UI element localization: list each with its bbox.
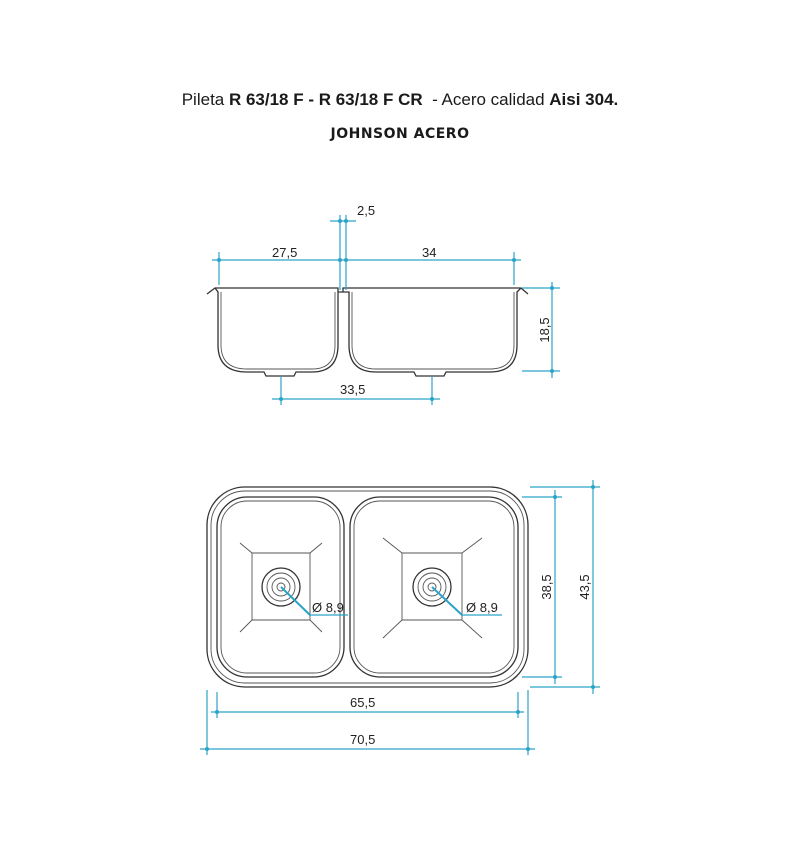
dim-right-bowl-width xyxy=(344,245,521,285)
dim-depth xyxy=(522,282,560,378)
left-bowl xyxy=(217,497,344,677)
dim-drain-spacing xyxy=(272,376,440,405)
dim-inner-depth-label: 38,5 xyxy=(539,574,554,600)
brand-label: JOHNSON ACERO xyxy=(330,126,470,142)
dim-wall-label: 2,5 xyxy=(357,203,376,218)
dim-right-drain-label: Ø 8,9 xyxy=(466,600,498,615)
section-inner-line xyxy=(221,292,514,369)
title-models: R 63/18 F - R 63/18 F CR xyxy=(228,90,423,109)
sink-outer-rim xyxy=(207,487,528,687)
dim-outer-depth-label: 43,5 xyxy=(577,574,592,600)
dim-right-drain xyxy=(432,587,502,615)
plan-view xyxy=(200,480,600,755)
title-grade: Aisi 304. xyxy=(549,90,619,109)
title-prefix: Pileta xyxy=(181,90,229,109)
title-middle: - Acero calidad xyxy=(422,90,550,109)
dim-inner-width xyxy=(211,692,524,718)
dim-left-drain xyxy=(281,587,348,615)
dim-wall-thickness xyxy=(330,203,375,290)
dim-drain-spacing-label: 33,5 xyxy=(340,382,366,397)
dim-right-bowl-label: 34 xyxy=(422,245,437,260)
section-outline xyxy=(207,288,528,376)
dim-left-drain-label: Ø 8,9 xyxy=(312,600,344,615)
dim-outer-width-label: 70,5 xyxy=(350,732,376,747)
dim-left-bowl-width xyxy=(212,245,346,285)
dim-inner-width-label: 65,5 xyxy=(350,695,376,710)
dim-depth-label: 18,5 xyxy=(537,317,552,343)
section-view xyxy=(207,203,560,405)
sink-inner-rim xyxy=(211,491,524,683)
right-bowl xyxy=(350,497,518,677)
dim-left-bowl-label: 27,5 xyxy=(272,245,298,260)
